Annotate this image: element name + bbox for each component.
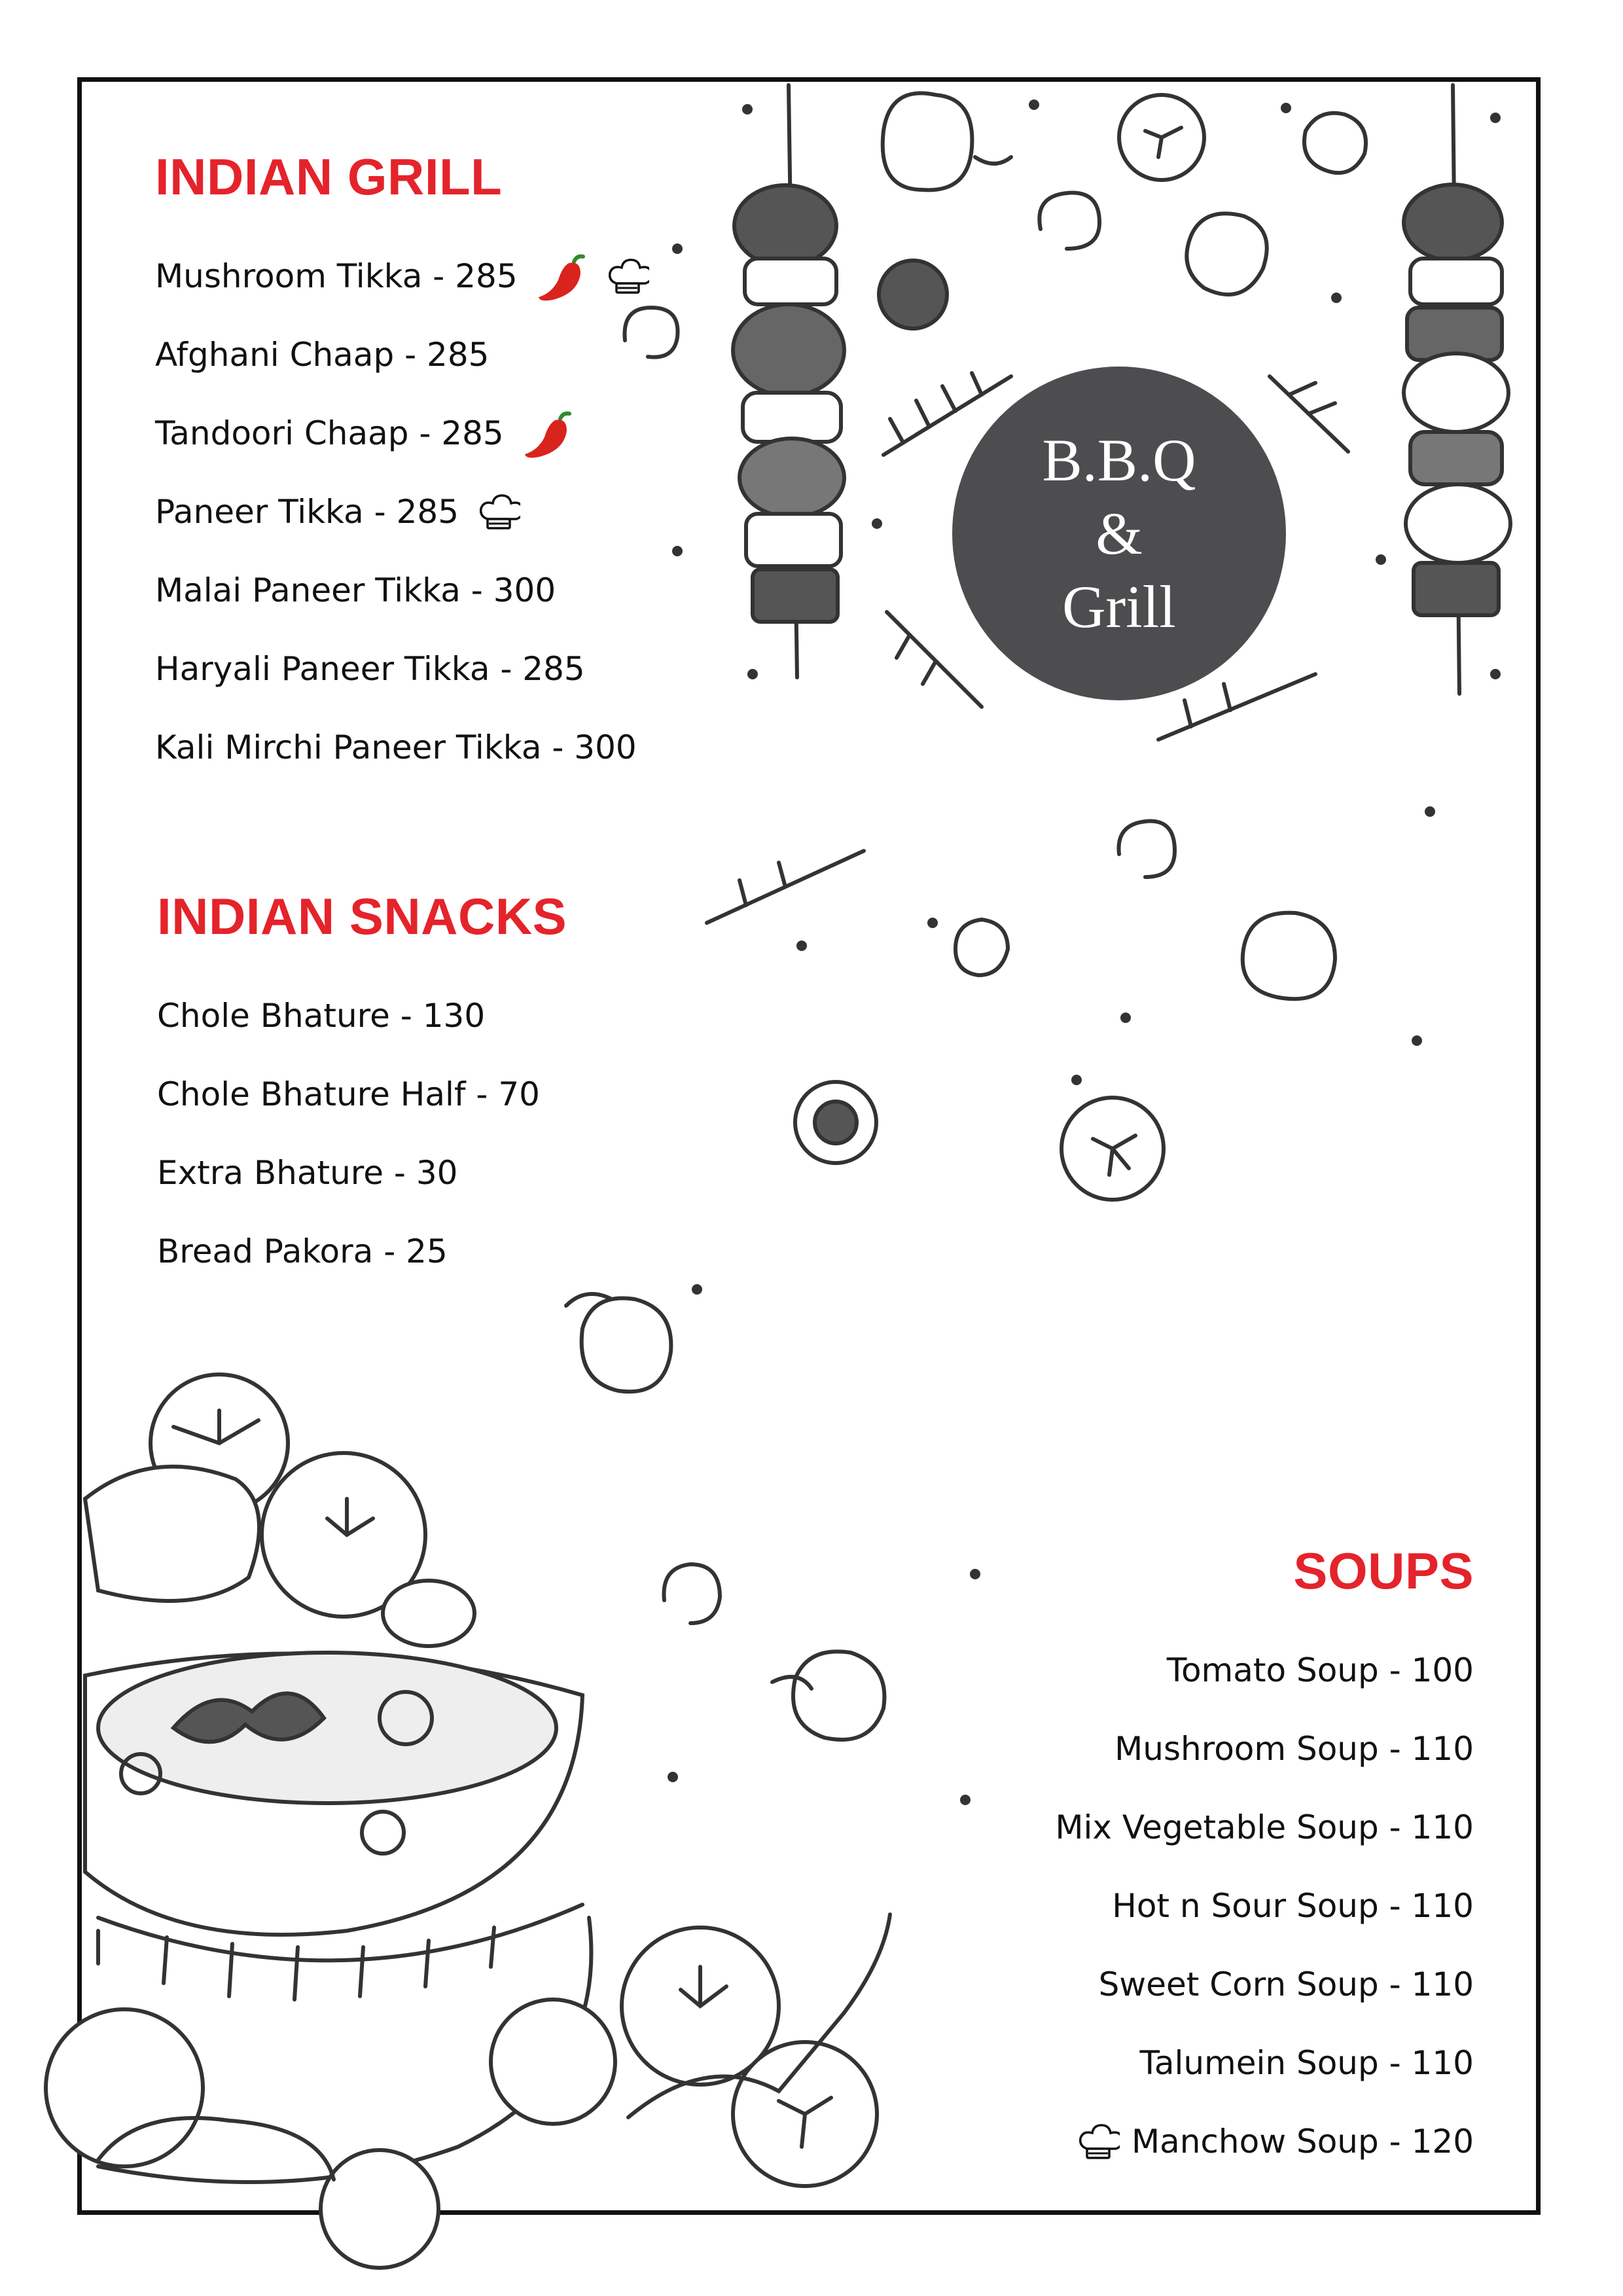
item-label: Afghani Chaap - 285 <box>155 336 490 374</box>
item-label: Kali Mirchi Paneer Tikka - 300 <box>155 728 637 766</box>
chef-hat-icon <box>1077 2123 1120 2166</box>
item-label: Chole Bhature Half - 70 <box>157 1075 540 1113</box>
list-item <box>885 1631 1474 1710</box>
bbq-grill-badge <box>952 367 1286 700</box>
list-item <box>157 1134 540 1212</box>
list-item <box>885 1945 1474 2024</box>
indian-grill-list <box>155 237 649 787</box>
list-item <box>885 1867 1474 1945</box>
list-item <box>885 2102 1474 2181</box>
badge-line-3: Grill <box>1062 573 1176 640</box>
item-label: Tomato Soup - 100 <box>1166 1651 1474 1689</box>
chef-hat-icon <box>606 257 649 300</box>
item-label: Hot n Sour Soup - 110 <box>1112 1887 1474 1925</box>
indian-snacks-list <box>157 977 540 1291</box>
skewer-icon <box>1404 85 1510 694</box>
list-item <box>885 1710 1474 1788</box>
chili-icon <box>522 410 575 462</box>
item-label: Talumein Soup - 110 <box>1139 2044 1474 2082</box>
soup-bowl-illustration <box>46 1374 890 2268</box>
list-item <box>157 1212 540 1291</box>
item-label: Haryali Paneer Tikka - 285 <box>155 650 585 688</box>
item-label: Paneer Tikka - 285 <box>155 493 459 531</box>
list-item <box>885 1788 1474 1867</box>
item-label: Sweet Corn Soup - 110 <box>1098 1965 1474 2003</box>
list-item <box>155 630 649 708</box>
list-item <box>155 394 649 473</box>
chili-icon <box>536 253 588 305</box>
list-item <box>157 977 540 1055</box>
soups-title: SOUPS <box>1293 1542 1474 1600</box>
skewer-icon <box>733 85 844 677</box>
badge-line-1: B.B.Q <box>1042 427 1196 493</box>
item-label: Chole Bhature - 130 <box>157 997 486 1035</box>
item-label: Extra Bhature - 30 <box>157 1154 458 1192</box>
item-label: Bread Pakora - 25 <box>157 1232 448 1270</box>
item-label: Mushroom Tikka - 285 <box>155 257 518 295</box>
list-item <box>155 551 649 630</box>
badge-line-2: & <box>1096 500 1143 567</box>
indian-grill-title: INDIAN GRILL <box>155 148 503 206</box>
list-item <box>155 315 649 394</box>
item-label: Mushroom Soup - 110 <box>1115 1730 1474 1768</box>
list-item <box>885 2024 1474 2102</box>
list-item <box>155 473 649 551</box>
item-label: Malai Paneer Tikka - 300 <box>155 571 556 609</box>
item-label: Mix Vegetable Soup - 110 <box>1055 1808 1474 1846</box>
chef-hat-icon <box>477 493 520 536</box>
soups-list <box>885 1631 1474 2181</box>
indian-snacks-title: INDIAN SNACKS <box>157 888 567 945</box>
item-label: Manchow Soup - 120 <box>1131 2123 1474 2161</box>
list-item <box>155 708 649 787</box>
list-item <box>157 1055 540 1134</box>
pepper-icon <box>566 93 1335 1740</box>
item-label: Tandoori Chaap - 285 <box>155 414 504 452</box>
list-item <box>155 237 649 315</box>
